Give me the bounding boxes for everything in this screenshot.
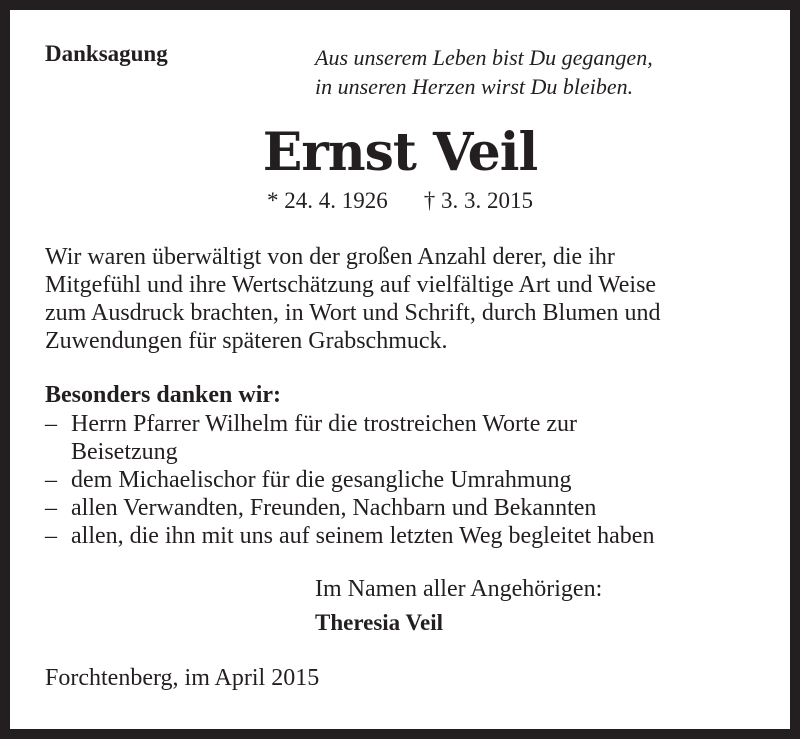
dash-bullet: – [45, 523, 57, 549]
motto-line: in unseren Herzen wirst Du bleiben. [315, 74, 634, 99]
list-item: – dem Michaelischor für die gesangliche Umrahmung [45, 467, 572, 493]
paragraph-line: Zuwendungen für späteren Grabschmuck. [45, 328, 448, 354]
paragraph-line: Mitgefühl und ihre Wertschätzung auf vielfältige Art und Weise [45, 272, 657, 298]
motto-line: Aus unserem Leben bist Du gegangen, [315, 45, 653, 70]
signature-intro: Im Namen aller Angehörigen: [315, 576, 603, 602]
signature-name: Theresia Veil [315, 610, 444, 635]
paragraph-line: zum Ausdruck brachten, in Wort und Schrift, durch Blumen und [45, 300, 661, 326]
list-item: – Herrn Pfarrer Wilhelm für die trostreichen Worte zur Beisetzung [45, 411, 578, 465]
birth-date: * 24. 4. 1926 [267, 188, 388, 213]
list-item: – allen, die ihn mit uns auf seinem letzten Weg begleitet haben [45, 523, 655, 549]
paragraph-line: Wir waren überwältigt von der großen Anzahl derer, die ihr [45, 244, 615, 270]
obituary-card [10, 10, 790, 729]
place-date: Forchtenberg, im April 2015 [45, 665, 320, 691]
death-date: † 3. 3. 2015 [423, 188, 533, 213]
heading-danksagung: Danksagung [45, 41, 168, 66]
dash-bullet: – [45, 411, 57, 437]
motto-quote [315, 43, 653, 101]
deceased-name: Ernst Veil [262, 122, 538, 183]
special-thanks-list [45, 410, 654, 550]
list-item: – allen Verwandten, Freunden, Nachbarn und Bekannten [45, 495, 597, 521]
dash-bullet: – [45, 495, 57, 521]
dash-bullet: – [45, 467, 57, 493]
thanks-paragraph [45, 243, 775, 355]
special-thanks-heading: Besonders danken wir: [45, 382, 282, 408]
life-dates [10, 188, 790, 214]
